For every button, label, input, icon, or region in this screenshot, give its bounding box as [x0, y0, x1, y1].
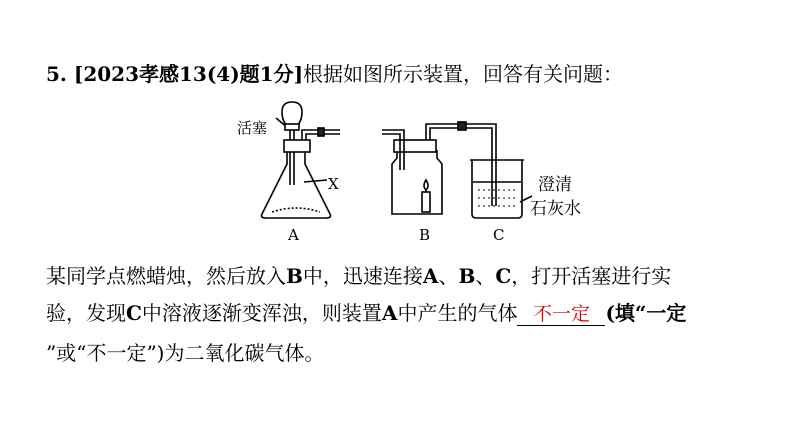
- text-a: A: [422, 264, 439, 288]
- label-x: X: [328, 175, 339, 193]
- text-b: B: [458, 264, 476, 288]
- answer-blank: [517, 302, 605, 326]
- stopcock: [285, 124, 299, 130]
- text: 某同学点燃蜡烛，然后放入: [46, 264, 286, 288]
- label-limewater-2: 石灰水: [530, 199, 581, 219]
- text: 中，迅速连接: [302, 264, 423, 288]
- answer-text: 不一定: [532, 303, 590, 325]
- label-c: C: [493, 226, 505, 244]
- candle-flame: [424, 180, 428, 190]
- label-b: B: [419, 226, 431, 244]
- body-line-2: [46, 299, 686, 327]
- text: ”或“不一定”)为二氧化碳气体。: [46, 341, 325, 365]
- stopper-a: [284, 140, 310, 152]
- text: (填“一定: [605, 301, 687, 325]
- question-source: [2023孝感13(4)题1分]: [73, 62, 304, 86]
- x-pointer: [304, 180, 327, 182]
- text-b: B: [286, 264, 303, 288]
- text: 中溶液逐渐变浑浊，则装置: [141, 301, 382, 325]
- text-c: C: [495, 264, 512, 288]
- question-header: [46, 60, 623, 88]
- text: ，打开活塞进行实: [511, 264, 672, 288]
- body-line-1: [46, 262, 671, 290]
- outlet-tube-b: [426, 124, 476, 140]
- text: 、: [475, 264, 496, 288]
- text-a: A: [381, 301, 398, 325]
- question-stem: 根据如图所示装置，回答有关问题：: [303, 62, 624, 86]
- label-a: A: [288, 226, 299, 244]
- text-c: C: [126, 301, 142, 325]
- label-limewater-1: 澄清: [538, 175, 572, 195]
- text: 中产生的气体: [397, 301, 518, 325]
- text: 、: [438, 264, 459, 288]
- text: 验，发现: [46, 301, 126, 325]
- candle: [422, 192, 430, 212]
- question-number: 5.: [46, 62, 67, 86]
- delivery-tube-c: [476, 124, 496, 206]
- beaker: [472, 160, 522, 218]
- label-stopcock: 活塞: [237, 119, 268, 137]
- body-line-3: [46, 339, 324, 367]
